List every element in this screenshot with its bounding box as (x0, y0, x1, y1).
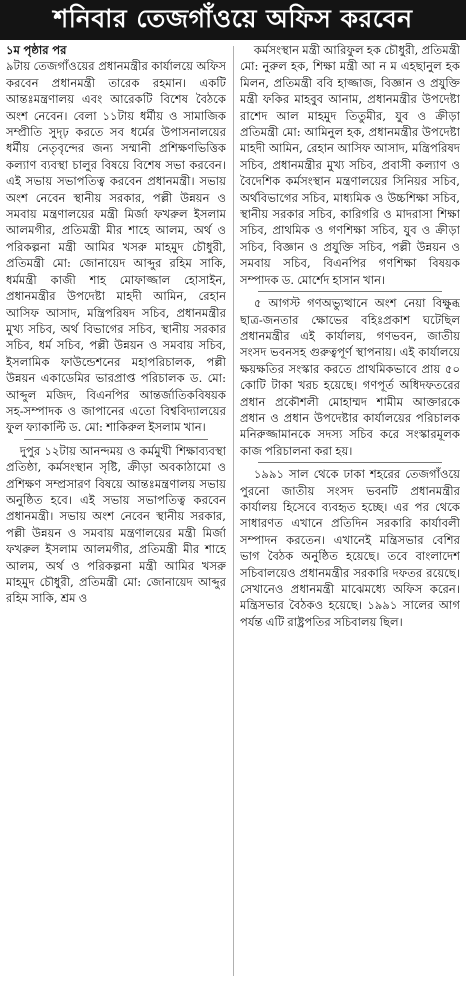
right-paragraph-3: ১৯৯১ সাল থেকে ঢাকা শহরের তেজগাঁওয়ে পুরনো জাতীয় সংসদ ভবনটি প্রধানমন্ত্রীর কার্যালয় হিসেবে ব্যবহৃত হচ্ছে। এর পর থেকে সাধারণত এখানে প্রতিদিন সরকারি কার্যাবলী সম্পাদন করতেন। এখানেই মন্ত্রিসভার বেশির ভাগ বৈঠক অনুষ্ঠিত হয়েছে। তবে বাংলাদেশ সচিবালয়েও প্রধানমন্ত্রীর সরকারি দফতর রয়েছে। সেখানেও প্রধানমন্ত্রী মাঝেমধ্যে অফিস করেন। মন্ত্রিসভার বৈঠকও হয়েছে। ১৯৯১ সালের আগ পর্যন্ত এটি রাষ্ট্রপতির সচিবালয় ছিল। (240, 467, 460, 629)
right-column (240, 42, 460, 984)
headline-bar (0, 0, 466, 40)
article-columns (6, 42, 460, 984)
continuation-label: ১ম পৃষ্ঠার পর (6, 43, 67, 57)
right-paragraph-2: ৫ আগস্ট গণঅভ্যুত্থানে অংশ নেয়া বিক্ষুব্ধ ছাত্র-জনতার ক্ষোভের বহিঃপ্রকাশ ঘটেছিল প্রধানমন্ত্রীর এই কার্যালয়, গণভবন, জাতীয় সংসদ ভবনসহ গুরুত্বপূর্ণ স্থাপনায়। এই কার্যালয়ে ক্ষয়ক্ষতির সংস্কার করতে প্রাথমিকভাবে প্রায় ৫০ কোটি টাকা খরচ হয়েছে। গণপূর্ত অধিদফতরের প্রধান প্রকৌশলী মোহাম্মদ শামীম আক্তারকে প্রধান ও প্রধান উপদেষ্টার কার্যালয়ের পরিচালক মনিরুজ্জামানকে সদস্য সচিব করে সংস্কারমূলক কাজ পরিচালনা করা হয়। (240, 296, 460, 458)
column-rule (233, 46, 234, 976)
paragraph-divider (258, 291, 442, 292)
left-column (6, 42, 226, 984)
left-paragraph-1 (6, 42, 226, 436)
paragraph-divider (258, 462, 442, 463)
paragraph-divider (24, 439, 208, 440)
right-paragraph-1: কর্মসংস্থান মন্ত্রী আরিফুল হক চৌধুরী, প্রতিমন্ত্রী মো: নুরুল হক, শিক্ষা মন্ত্রী আ ন ম এহছানুল হক মিলন, প্রতিমন্ত্রী ববি হাজ্জাজ, বিজ্ঞান ও প্রযুক্তি মন্ত্রী ফকির মাহবুব আনাম, প্রধানমন্ত্রীর উপদেষ্টা রাশেদ আল মাহমুদ তিতুমীর, যুব ও ক্রীড়া প্রতিমন্ত্রী মো: আমিনুল হক, প্রধানমন্ত্রীর উপদেষ্টা মাহদী আমিন, রেহান আসিফ আসাদ, মন্ত্রিপরিষদ সচিব, প্রধানমন্ত্রীর মুখ্য সচিব, প্রবাসী কল্যাণ ও বৈদেশিক কর্মসংস্থান মন্ত্রণালয়ের সিনিয়র সচিব, অর্থবিভাগের সচিব, মাধ্যমিক ও উচ্চশিক্ষা সচিব, স্থানীয় সরকার সচিব, কারিগরি ও মাদরাসা শিক্ষা সচিব, প্রাথমিক ও গণশিক্ষা সচিব, যুব ও ক্রীড়া সচিব, বিজ্ঞান ও প্রযুক্তি সচিব, পল্লী উন্নয়ন ও সমবায় সচিব, বিএনপির গণশিক্ষা বিষয়ক সম্পাদক ড. মোর্শেদ হাসান খান। (240, 43, 460, 287)
left-paragraph-1-text: ৯টায় তেজগাঁওয়ের প্রধানমন্ত্রীর কার্যালয়ে অফিস করবেন প্রধানমন্ত্রী তারেক রহমান। একটি আন্তঃমন্ত্রণালয় এবং আরেকটি বিশেষ বৈঠকে অংশ নেবেন। বেলা ১১টায় ধর্মীয় ও সামাজিক সম্প্রীতি সুদৃঢ় করতে সব ধর্মের উপাসনালয়ের ধর্মীয় নেতৃবৃন্দের জন্য সম্মানী প্রশিক্ষণভিত্তিক কল্যাণ ব্যবস্থা চালুর বিষয়ে বিশেষ সভা করবেন। এই সভায় সভাপতিত্ব করবেন প্রধানমন্ত্রী। সভায় অংশ নেবেন স্থানীয় সরকার, পল্লী উন্নয়ন ও সমবায় মন্ত্রণালয়ের মন্ত্রী মির্জা ফখরুল ইসলাম আলমগীর, প্রতিমন্ত্রী মীর শাহে আলম, অর্থ ও পরিকল্পনা মন্ত্রী আমির খসরু মাহমুদ চৌধুরী, প্রতিমন্ত্রী মো: জোনায়েদ আব্দুর রহিম সাকি, ধর্মমন্ত্রী কাজী শাহ মোফাজ্জাল হোসাইন, প্রধানমন্ত্রীর উপদেষ্টা মাহদী আমিন, রেহান আসিফ আসাদ, মন্ত্রিপরিষদ সচিব, প্রধানমন্ত্রীর মুখ্য সচিব, অর্থ বিভাগের সচিব, স্থানীয় সরকার সচিব, ধর্ম সচিব, পল্লী উন্নয়ন ও সমবায় সচিব, ইসলামিক ফাউন্ডেশনের মহাপরিচালক, পল্লী উন্নয়ন একাডেমির ভারপ্রাপ্ত পরিচালক ড. মো: আব্দুল মজিদ, বিএনপির আন্তর্জাতিকবিষয়ক সহ-সম্পাদক ও জাপানের এতো বিশ্ববিদ্যালয়ের ফুল ফ্যাকাল্টি ড. মো: শাকিরুল ইসলাম খান। (6, 59, 226, 435)
headline: শনিবার তেজগাঁওয়ে অফিস করবেন (53, 3, 413, 33)
left-paragraph-2: দুপুর ১২টায় আনন্দময় ও কর্মমুখী শিক্ষাব্যবস্থা প্রতিষ্ঠা, কর্মসংস্থান সৃষ্টি, ক্রীড়া অবকাঠামো ও প্রশিক্ষণ সম্প্রসারণ বিষয়ে আন্তঃমন্ত্রণালয় সভায় অনুষ্ঠিত হবে। এই সভায় সভাপতিত্ব করবেন প্রধানমন্ত্রী। সভায় অংশ নেবেন স্থানীয় সরকার, পল্লী উন্নয়ন ও সমবায় মন্ত্রণালয়ের মন্ত্রী মির্জা ফখরুল ইসলাম আলমগীর, প্রতিমন্ত্রী মীর শাহে আলম, অর্থ ও পরিকল্পনা মন্ত্রী আমির খসরু মাহমুদ চৌধুরী, প্রতিমন্ত্রী মো: জোনায়েদ আব্দুর রহিম সাকি, শ্রম ও (6, 443, 226, 606)
